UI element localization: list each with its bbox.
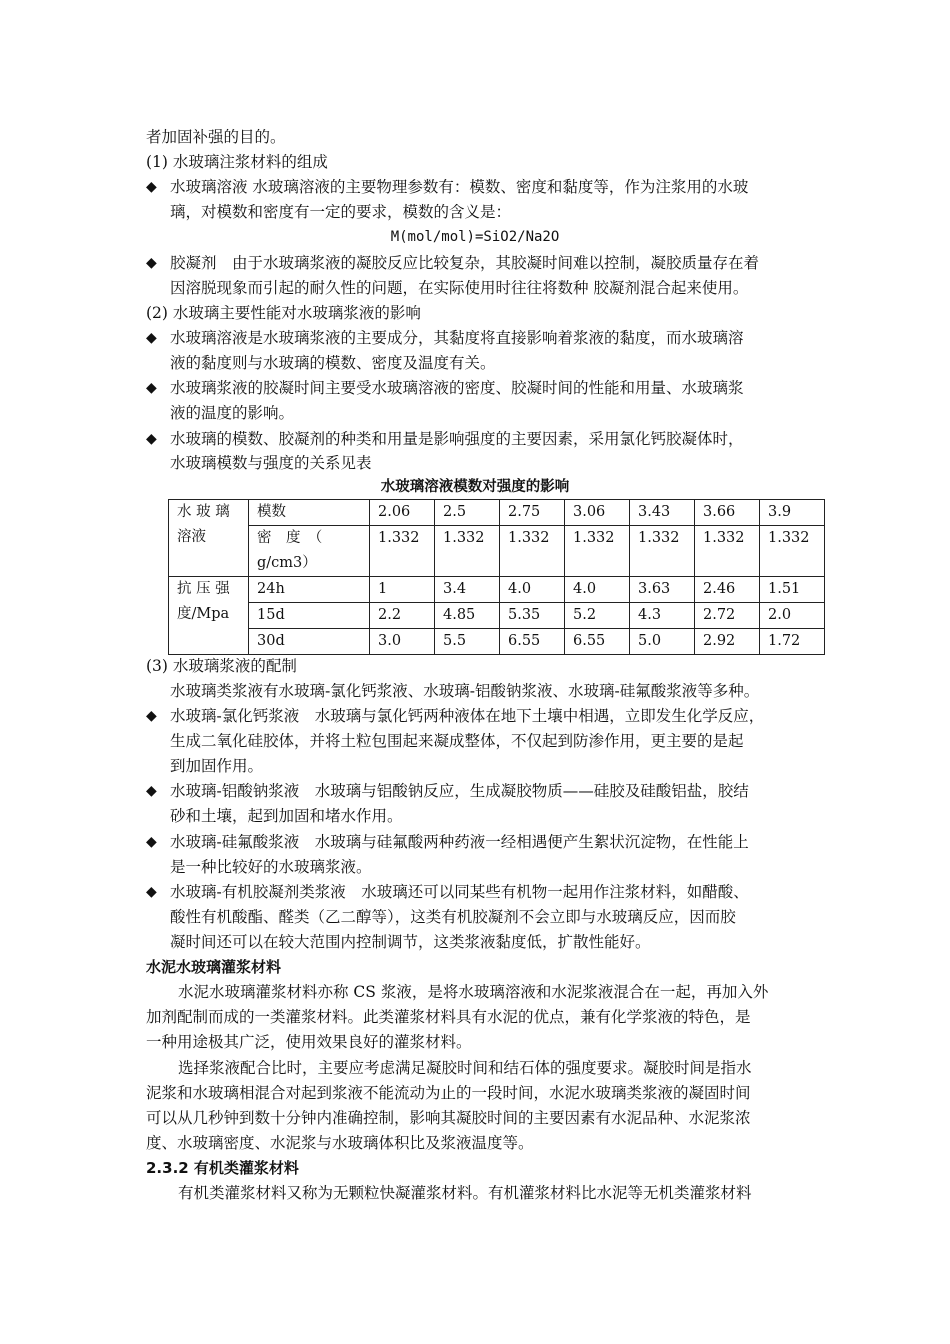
table-cell: 1.72 — [760, 629, 825, 655]
text-line: 水玻璃模数与强度的关系见表 — [170, 454, 372, 472]
text-line: 水玻璃-有机胶凝剂类浆液 水玻璃还可以同某些有机物一起用作注浆材料，如醋酸、 — [170, 883, 749, 901]
text-line: 液的温度的影响。 — [170, 404, 295, 422]
table-cell: 4.0 — [500, 577, 565, 603]
table-cell: 1.332 — [760, 526, 825, 577]
text-line: 一种用途极其广泛，使用效果良好的灌浆材料。 — [146, 1033, 472, 1051]
text-line: 到加固作用。 — [170, 757, 264, 775]
text-line: 水玻璃溶液是水玻璃浆液的主要成分，其黏度将直接影响着浆液的黏度，而水玻璃溶 — [170, 329, 744, 347]
bullet-diamond-icon: ◆ — [146, 330, 157, 346]
table-cell: 1.332 — [370, 526, 435, 577]
section-heading: (1) 水玻璃注浆材料的组成 — [146, 153, 328, 171]
table-cell: 2.72 — [695, 603, 760, 629]
text-line: 生成二氧化硅胶体，并将土粒包围起来凝成整体，不仅起到防渗作用，更主要的是起 — [170, 732, 744, 750]
bullet-diamond-icon: ◆ — [146, 884, 157, 900]
table-cell: 2.5 — [435, 500, 500, 526]
table-cell: 1.51 — [760, 577, 825, 603]
text-line: 酸性有机酸酯、醛类（乙二醇等），这类有机胶凝剂不会立即与水玻璃反应，因而胶 — [170, 908, 736, 926]
table-cell: 2.46 — [695, 577, 760, 603]
table-row-label: 30d — [249, 629, 370, 655]
table-cell: 3.43 — [630, 500, 695, 526]
table-cell: 6.55 — [565, 629, 630, 655]
bullet-diamond-icon: ◆ — [146, 179, 157, 195]
text-line: 水玻璃浆液的胶凝时间主要受水玻璃溶液的密度、胶凝时间的性能和用量、水玻璃浆 — [170, 379, 744, 397]
table-cell: 3.9 — [760, 500, 825, 526]
table-row — [169, 629, 825, 655]
text-line: 凝时间还可以在较大范围内控制调节，这类浆液黏度低，扩散性能好。 — [170, 933, 651, 951]
table-row-label: 24h — [249, 577, 370, 603]
table-group-label: 抗 压 强 度/Mpa — [169, 577, 249, 655]
text-line: 是一种比较好的水玻璃浆液。 — [170, 858, 372, 876]
table-cell: 1.332 — [695, 526, 760, 577]
table-cell: 4.3 — [630, 603, 695, 629]
table-cell: 2.0 — [760, 603, 825, 629]
text-line: 泥浆和水玻璃相混合对起到浆液不能流动为止的一段时间，水泥水玻璃类浆液的凝固时间 — [146, 1084, 751, 1102]
table-cell: 5.5 — [435, 629, 500, 655]
subsection-title: 水泥水玻璃灌浆材料 — [146, 958, 282, 976]
formula: M(mol/mol)=SiO2/Na2O — [390, 229, 560, 245]
text-line: 胶凝剂 由于水玻璃浆液的凝胶反应比较复杂，其胶凝时间难以控制，凝胶质量存在着 — [170, 254, 760, 272]
table-cell: 4.0 — [565, 577, 630, 603]
table-row — [169, 500, 825, 526]
table-cell: 3.0 — [370, 629, 435, 655]
table-caption: 水玻璃溶液模数对强度的影响 — [380, 479, 570, 495]
table-cell: 3.66 — [695, 500, 760, 526]
table-cell: 5.2 — [565, 603, 630, 629]
text-line: 水玻璃溶液 水玻璃溶液的主要物理参数有：模数、密度和黏度等，作为注浆用的水玻 — [170, 178, 749, 196]
text-line: 水玻璃-铝酸钠浆液 水玻璃与铝酸钠反应，生成凝胶物质——硅胶及硅酸铝盐，胶结 — [170, 782, 749, 800]
table-row-label: 密 度 （ g/cm3） — [249, 526, 370, 577]
bullet-diamond-icon: ◆ — [146, 783, 157, 799]
table-cell: 3.4 — [435, 577, 500, 603]
table-cell: 2.06 — [370, 500, 435, 526]
table-cell: 4.85 — [435, 603, 500, 629]
bullet-diamond-icon: ◆ — [146, 708, 157, 724]
table-row — [169, 577, 825, 603]
table-cell: 3.06 — [565, 500, 630, 526]
table-cell: 1.332 — [630, 526, 695, 577]
table-row — [169, 526, 825, 577]
text-line: 因溶脱现象而引起的耐久性的问题，在实际使用时往往将数种 胶凝剂混合起来使用。 — [170, 279, 749, 297]
text-line: 有机类灌浆材料又称为无颗粒快凝灌浆材料。有机灌浆材料比水泥等无机类灌浆材料 — [178, 1184, 752, 1202]
text-line: 度、水玻璃密度、水泥浆与水玻璃体积比及浆液温度等。 — [146, 1134, 534, 1152]
text-line: 加剂配制而成的一类灌浆材料。此类灌浆材料具有水泥的优点，兼有化学浆液的特色，是 — [146, 1008, 751, 1026]
table-row-label: 15d — [249, 603, 370, 629]
text-line: 水玻璃-氯化钙浆液 水玻璃与氯化钙两种液体在地下土壤中相遇，立即发生化学反应， — [170, 707, 765, 725]
text-line: 选择浆液配合比时，主要应考虑满足凝胶时间和结石体的强度要求。凝胶时间是指水 — [178, 1059, 752, 1077]
table-cell: 1.332 — [565, 526, 630, 577]
table-cell: 2.92 — [695, 629, 760, 655]
modulus-strength-table — [168, 499, 825, 655]
text-line: 液的黏度则与水玻璃的模数、密度及温度有关。 — [170, 354, 496, 372]
table-cell: 5.0 — [630, 629, 695, 655]
text-line: 水泥水玻璃灌浆材料亦称 CS 浆液，是将水玻璃溶液和水泥浆液混合在一起，再加入外 — [178, 983, 769, 1001]
table-cell: 1.332 — [500, 526, 565, 577]
bullet-diamond-icon: ◆ — [146, 431, 157, 447]
text-line: 者加固补强的目的。 — [146, 128, 286, 146]
table-cell: 2.2 — [370, 603, 435, 629]
table-group-label: 水 玻 璃 溶液 — [169, 500, 249, 577]
table-cell: 1 — [370, 577, 435, 603]
bullet-diamond-icon: ◆ — [146, 834, 157, 850]
table-cell: 6.55 — [500, 629, 565, 655]
text-line: 水玻璃-硅氟酸浆液 水玻璃与硅氟酸两种药液一经相遇便产生絮状沉淀物，在性能上 — [170, 833, 749, 851]
table-row — [169, 603, 825, 629]
table-cell: 1.332 — [435, 526, 500, 577]
table-cell: 2.75 — [500, 500, 565, 526]
text-line: 水玻璃的模数、胶凝剂的种类和用量是影响强度的主要因素，采用氯化钙胶凝体时， — [170, 430, 744, 448]
bullet-diamond-icon: ◆ — [146, 255, 157, 271]
bullet-diamond-icon: ◆ — [146, 380, 157, 396]
text-line: 璃，对模数和密度有一定的要求，模数的含义是： — [170, 203, 512, 221]
table-cell: 3.63 — [630, 577, 695, 603]
text-line: 可以从几秒钟到数十分钟内准确控制，影响其凝胶时间的主要因素有水泥品种、水泥浆浓 — [146, 1109, 751, 1127]
section-heading: (2) 水玻璃主要性能对水玻璃浆液的影响 — [146, 304, 421, 322]
table-row-label: 模数 — [249, 500, 370, 526]
section-heading: (3) 水玻璃浆液的配制 — [146, 657, 297, 675]
subsection-title: 2.3.2 有机类灌浆材料 — [146, 1159, 299, 1177]
text-line: 砂和土壤，起到加固和堵水作用。 — [170, 807, 403, 825]
table-cell: 5.35 — [500, 603, 565, 629]
text-line: 水玻璃类浆液有水玻璃-氯化钙浆液、水玻璃-铝酸钠浆液、水玻璃-硅氟酸浆液等多种。 — [170, 682, 760, 700]
